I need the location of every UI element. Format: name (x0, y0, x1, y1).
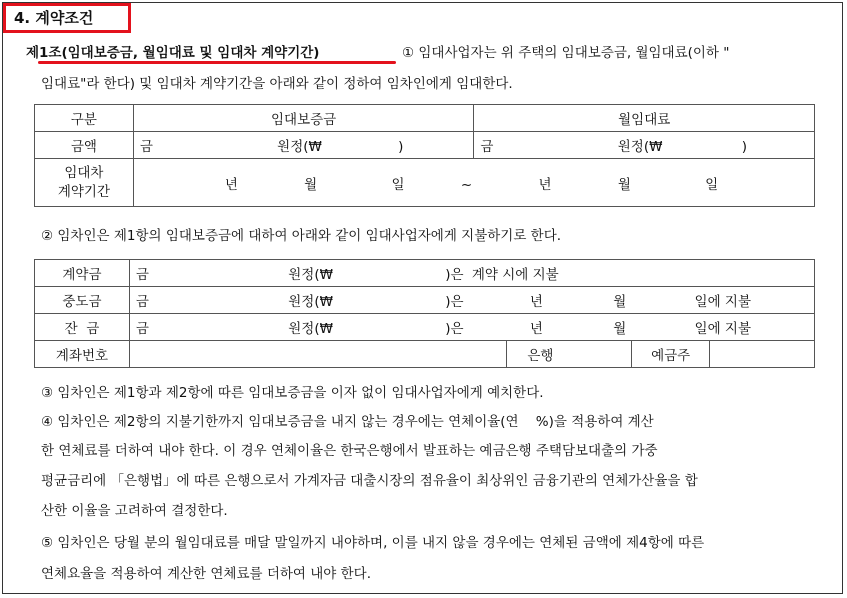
won-label: 원정(₩ (617, 139, 663, 155)
amount-prefix: 금 (135, 321, 149, 337)
para-4-line-2: 한 연체료를 더하여 내야 한다. 이 경우 연체이율은 한국은행에서 발표하는 예금은행 주택담보대출의 가중 (41, 443, 658, 459)
contract-payment-note: 계약 시에 지불 (471, 267, 559, 283)
section-title: 4. 계약조건 (3, 3, 131, 33)
account-holder-field[interactable] (710, 341, 815, 368)
rent-amount-cell[interactable] (474, 132, 815, 159)
row-label-contract-deposit: 계약금 (35, 260, 130, 287)
year-label: 년 (529, 294, 543, 310)
para-5-line-2: 연체요율을 적용하여 계산한 연체료를 더하여 내야 한다. (41, 566, 371, 582)
article-line-2: 임대료"라 한다) 및 임대차 계약기간을 아래와 같이 정하여 임차인에게 임대한다. (41, 76, 513, 92)
month-label: 월 (613, 321, 627, 337)
won-label: 원정(₩ (288, 294, 333, 310)
para-5-line-1: ⑤ 임차인은 당월 분의 월임대료를 매달 말일까지 내야하며, 이를 내지 않을 경우에는 연체된 금액에 제4항에 따른 (41, 535, 705, 551)
start-month: 월 (304, 176, 318, 193)
deposit-rent-table (34, 104, 815, 207)
day-label: 일에 지불 (694, 321, 752, 337)
end-day: 일 (705, 176, 719, 193)
amount-prefix: 금 (480, 139, 494, 155)
amount-prefix: 금 (135, 267, 149, 283)
article-line-1: ① 임대사업자는 위 주택의 임대보증금, 월임대료(이하 " (402, 45, 730, 61)
end-year: 년 (538, 176, 552, 193)
start-year: 년 (224, 176, 238, 193)
account-holder-label: 예금주 (632, 341, 710, 368)
deposit-amount-cell[interactable] (133, 132, 474, 159)
close-paren: )은 (445, 267, 464, 283)
para-4-line-3: 평균금리에 「은행법」에 따른 은행으로서 가계자금 대출시장의 점유율이 최상위인 금융기관의 연체가산율을 합 (41, 473, 698, 489)
end-month: 월 (617, 176, 631, 193)
amount-prefix: 금 (139, 139, 153, 155)
row-label-amount: 금액 (35, 132, 134, 159)
amount-prefix: 금 (135, 294, 149, 310)
day-label: 일에 지불 (694, 294, 752, 310)
contract-deposit-cell[interactable] (129, 260, 814, 287)
close-paren: )은 (445, 321, 464, 337)
bank-label: 은행 (507, 341, 632, 368)
article-heading: 제1조(임대보증금, 월임대료 및 임대차 계약기간) (26, 45, 320, 61)
row-label-account-number: 계좌번호 (35, 341, 130, 368)
para-4-line-1: ④ 임차인은 제2항의 지불기한까지 임대보증금을 내지 않는 경우에는 연체이율(연 %)을 적용하여 계산 (41, 414, 654, 430)
month-label: 월 (613, 294, 627, 310)
close-paren: )은 (445, 294, 464, 310)
row-label-interim-payment: 중도금 (35, 287, 130, 314)
payment-schedule-table (34, 259, 815, 368)
row-label-period: 임대차 계약기간 (35, 159, 134, 207)
heading-highlight-underline (38, 61, 396, 64)
col-header-category: 구분 (35, 105, 134, 132)
start-day: 일 (391, 176, 405, 193)
row-label-balance: 잔 금 (35, 314, 130, 341)
period-tilde: ~ (460, 176, 473, 193)
col-header-rent: 월임대료 (474, 105, 815, 132)
col-header-deposit: 임대보증금 (133, 105, 474, 132)
para-4-line-4: 산한 이율을 고려하여 결정한다. (41, 503, 228, 519)
period-cell[interactable] (133, 159, 814, 207)
account-number-field[interactable] (129, 341, 506, 368)
para-3: ③ 임차인은 제1항과 제2항에 따른 임대보증금을 이자 없이 임대사업자에게 예치한다. (41, 385, 544, 401)
interim-payment-cell[interactable] (129, 287, 814, 314)
balance-payment-cell[interactable] (129, 314, 814, 341)
year-label: 년 (529, 321, 543, 337)
close-paren: ) (398, 139, 404, 155)
won-label: 원정(₩ (288, 321, 333, 337)
won-label: 원정(₩ (277, 139, 322, 155)
close-paren: ) (741, 139, 748, 155)
won-label: 원정(₩ (288, 267, 333, 283)
para-2: ② 임차인은 제1항의 임대보증금에 대하여 아래와 같이 임대사업자에게 지불하기로 한다. (41, 228, 562, 244)
